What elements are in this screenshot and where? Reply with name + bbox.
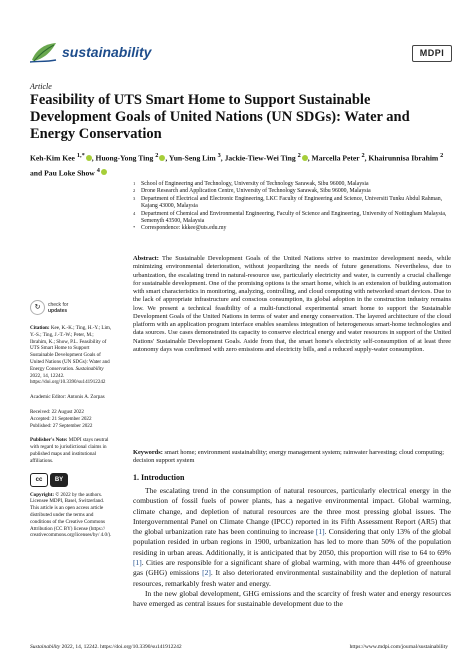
affiliations [133,181,453,233]
affiliation: 3 Department of Electrical and Electronic Engineering, LKC Faculty of Engineering and Science, Universiti Tunku Abdul Rahman, Kajang 43000, Malaysia [133,195,443,210]
author-affil-sup: 1,* [76,152,85,159]
paragraph: In the new global development, GHG emissions and the scarcity of fresh water and energy resources have emerged as central issues for sustainable development due to the [133,588,451,609]
article-title: Feasibility of UTS Smart Home to Support Sustainable Development Goals of United Nations (UN SDGs): Water and Energy Conservation [30,92,410,142]
orcid-icon[interactable] [86,155,92,161]
author-name: Khairunnisa Ibrahim [368,153,439,163]
reference-link[interactable]: [1] [315,527,325,537]
reference-link[interactable]: [2] [202,568,211,578]
abstract-label: Abstract: [133,255,159,262]
author-affil-sup: 4 [96,166,100,174]
citation: Citation: Kee, K.-K.; Ting, H.-Y.; Lim, Y.-S.; Ting, J.-T.-W.; Peter, M.; Ibrahim, K.; Show, P.L. Feasibility of UTS Smart Home to Support Sustainable Development Goals of United Nations (UN SDGs): Water and Energy Conservation. Sustainability 2022, 14, 12242. https://doi.org/10.3390/su141912242 [30,325,112,386]
orcid-icon[interactable] [302,155,308,161]
check-for-updates-icon: ↻ [30,300,45,315]
check-for-updates-button[interactable]: ↻ check for updates [30,300,112,315]
author-affil-sup: 2 [155,152,159,159]
footer-journal-link[interactable]: https://www.mdpi.com/journal/sustainability [349,644,448,650]
publisher-note: Publisher's Note: MDPI stays neutral with regard to jurisdictional claims in published maps and institutional affiliations. [30,437,109,464]
orcid-icon[interactable] [159,155,165,161]
reference-link[interactable]: [1] [133,558,142,568]
copyright: Copyright: © 2022 by the authors. Licensee MDPI, Basel, Switzerland. This article is an open access article distributed under the terms and conditions of the Creative Commons Attribution (CC BY) license (https:// creativecommons.org/licenses/by/ 4.0/). [30,491,112,539]
journal-name[interactable]: sustainability [62,44,152,60]
keywords-text: smart home; environment sustainability; energy management system; rainwater harvesting; cloud computing; decision support system [133,449,445,465]
author-name: Marcella Peter [311,153,360,163]
sidebar [30,300,112,547]
orcid-icon[interactable] [101,169,107,175]
author-name: Keh-Kim Kee [30,153,75,163]
affiliation: 4 Department of Chemical and Environmental Engineering, Faculty of Science and Engineering, University of Nottingham Malaysia, Semenyih 43500, Malaysia [133,210,447,225]
academic-editor: Academic Editor: Antonis A. Zorpas [30,394,105,401]
correspondence: * Correspondence: kkkee@uts.edu.my [133,225,227,232]
article-type: Article [30,82,52,91]
author-affil-sup: 2 [440,152,444,159]
keywords-label: Keywords: [133,449,163,456]
affiliation: 2 Drone Research and Application Centre, University of Technology Sarawak, Sibu 96000, Malaysia [133,188,371,195]
keywords [133,449,451,466]
sustainability-leaf-icon [30,40,58,64]
author-name: Jackie-Tiew-Wei Ting [224,153,296,163]
abstract [133,255,451,354]
intro-body [133,486,451,610]
author-affil-sup: 2 [361,152,365,159]
dates: Received: 22 August 2022 Accepted: 21 September 2022 Published: 27 September 2022 [30,408,93,429]
author-list: Keh-Kim Kee $^{1,*}$ , Huong-Yong Ting $^2$ , Yun-Seng Lim $^3$, Jackie-Tiew-Wei Ting $^2$ , Marcella Peter $^2$, Khairunnisa Ibrahim $^2$ and Pau Loke Show $^4$ [30,152,444,178]
abstract-text: The Sustainable Development Goals of the United Nations strive to maximize development needs, while minimizing environmental deterioration, without jeopardizing the needs of future generations. Nevertheless, due to urbanization, the escalating trend in natural-resource use, particularly electricity and water, is currently a crucial challenge for sustainable development. One of the promising options is the smart home, which is an extension of building automation with smart characteristics in monitoring, analyzing, controlling, and cloud computing with networked smart devices. Due to the lack of appropriate infrastructure and conscious consumption, its global adoption in the construction industry remains low. We present a technical feasibility of a multi-functional experimental smart home to support the Sustainable Development Goals of the United Nations in terms of water and energy conservation. The layered architecture of the cloud platform with an application program interface enables seamless integration of heterogeneous smart-home technologies and data sources. Use cases demonstrated its capacity to conserve electrical energy and water resources in support of the United Nations' Sustainable Development Goals. Aside from that, the smart home's electricity self-consumption of at least three autonomy days was confirmed with zero emissions and electricity bills, and a reduced supply-water consumption. [133,255,451,353]
author-name: Huong-Yong Ting [95,153,154,163]
mdpi-logo[interactable]: MDPI [412,45,452,62]
cc-by-license-icon[interactable]: cc BY [30,473,112,487]
affiliation: 1 School of Engineering and Technology, University of Technology Sarawak, Sibu 96000, Malaysia [133,181,369,187]
section-heading: 1. Introduction [133,473,185,482]
author-affil-sup: 3 [217,152,221,159]
author-name: Yun-Seng Lim [168,153,216,163]
author-name: Pau Loke Show [44,168,95,178]
page-footer [30,644,448,650]
paragraph: The escalating trend in the consumption of natural resources, particularly electrical energy in the combustion of fossil fuels of power plants, has a negative environmental impact. Global warming, climate change, and depletion of natural resources are the three most pressing global issues. The Intergovernmental Panel on Climate Change (IPCC) reported in its Fifth Assessment Report (AR5) that the global urbanization rate has been continuing to increase [1]. Considering that only 13% of the global population resided in urban regions in 1900, urbanization has led to more than 50% of the population residing in urban areas. Additionally, it is anticipated that by 2050, this proportion will rise to 64 to 69% [1]. Cities are responsible for a significant share of global warming, with more than 44% of greenhouse gas (GHG) emissions [2]. It also deteriorated environmental sustainability and the depletion of natural resources, remarkably fresh water and energy. [133,486,452,588]
footer-citation: Sustainability 2022, 14, 12242. https://doi.org/10.3390/su141912242 [30,644,182,650]
author-affil-sup: 2 [297,152,301,159]
